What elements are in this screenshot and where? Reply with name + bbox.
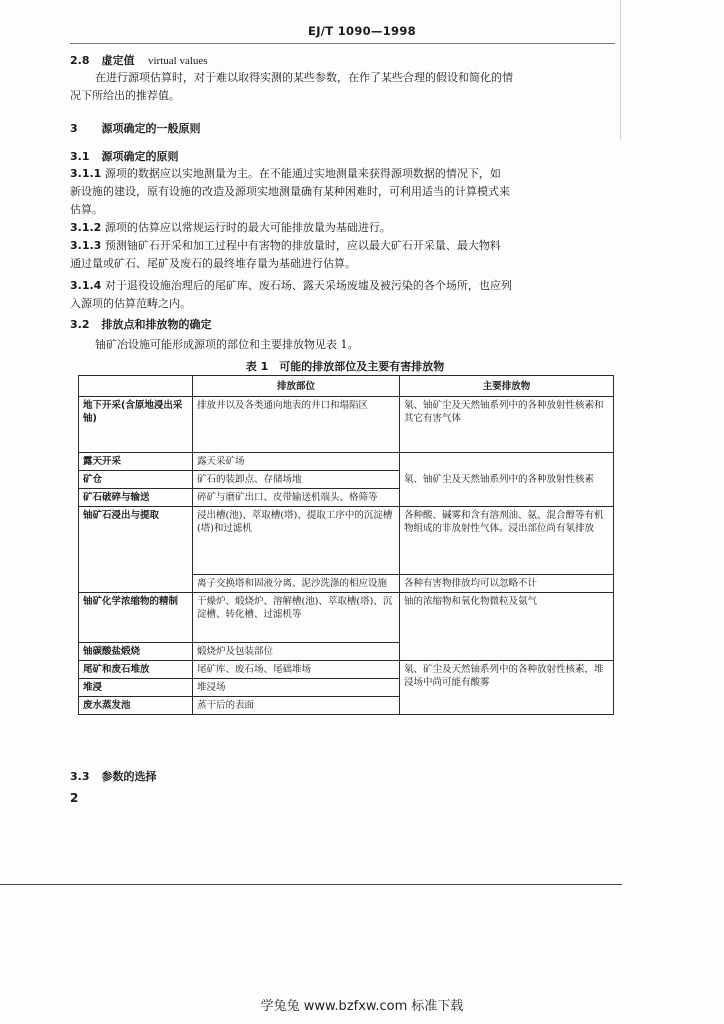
facility-cell: 铀碳酸盐煅烧	[79, 643, 193, 661]
table-caption: 表 1 可能的排放部位及主要有害排放物	[245, 360, 445, 373]
table-row	[79, 507, 614, 575]
paragraph-line: 估算。	[70, 203, 103, 216]
section-3-1-heading	[70, 150, 620, 164]
emission-cell: 各种有害物排放均可以忽略不计	[400, 575, 614, 593]
clause-3-1-4	[70, 279, 620, 293]
facility-cell: 铀矿石浸出与提取	[79, 507, 193, 593]
emission-cell: 氡、铀矿尘及天然铀系列中的各种放射性核素和其它有害气体	[400, 397, 614, 453]
section-3-heading	[70, 122, 620, 136]
location-cell: 离子交换塔和固液分离、泥沙洗涤的相应设施	[193, 575, 400, 593]
paragraph-line: 况下所给出的推荐值。	[70, 89, 180, 102]
table-row	[79, 397, 614, 453]
location-cell: 排放井以及各类通向地表的井口和塌陷区	[193, 397, 400, 453]
header-cell	[79, 376, 193, 397]
clause-number: 3.1.2	[70, 221, 102, 234]
clause-number: 3.1.1	[70, 167, 102, 180]
section-title: 参数的选择	[101, 770, 157, 783]
clause-text: 源项的估算应以常规运行时的最大可能排放量为基础进行。	[104, 221, 391, 234]
emission-cell: 各种酸、碱雾和含有溶剂油、氨、混合醇等有机物组成的非放射性气体。浸出部位尚有氡排放	[400, 507, 614, 575]
table-row	[79, 453, 614, 471]
paragraph-line: 在进行源项估算时，对于难以取得实测的某些参数，在作了某些合理的假设和简化的情	[95, 71, 513, 84]
paragraph-line: 铀矿冶设施可能形成源项的部位和主要排放物见表 1。	[95, 338, 359, 351]
facility-cell: 矿仓	[79, 471, 193, 489]
facility-cell: 尾矿和废石堆放	[79, 661, 193, 679]
emission-cell: 氡、矿尘及天然铀系列中的各种放射性核素，堆浸场中尚可能有酸雾	[400, 661, 614, 715]
emission-table	[78, 375, 614, 715]
clause-number: 3.1.4	[70, 279, 102, 292]
location-cell: 干燥炉、煅烧炉、溶解槽(池)、萃取槽(塔)、沉淀槽、转化槽、过滤机等	[193, 593, 400, 643]
location-cell: 矿石的装卸点、存储场地	[193, 471, 400, 489]
section-number: 2.8	[70, 54, 90, 67]
header-rule	[70, 43, 615, 44]
section-number: 3.1	[70, 150, 90, 163]
page-number: 2	[70, 791, 79, 805]
clause-text: 对于退役设施治理后的尾矿库、废石场、露天采场废墟及被污染的各个场所，也应列	[104, 279, 512, 292]
section-title-en: virtual values	[148, 55, 208, 67]
section-title: 虚定值	[101, 54, 135, 67]
location-cell: 堆浸场	[193, 679, 400, 697]
location-cell: 碎矿与磨矿出口、皮带输送机端头、格筛等	[193, 489, 400, 507]
table-row	[79, 661, 614, 679]
section-title: 源项确定的一般原则	[101, 122, 201, 135]
footer-rule	[0, 884, 622, 885]
clause-3-1-3	[70, 239, 620, 253]
facility-cell: 堆浸	[79, 679, 193, 697]
clause-3-1-1	[70, 167, 620, 181]
section-title: 排放点和排放物的确定	[101, 318, 212, 331]
section-title: 源项确定的原则	[101, 150, 179, 163]
scan-margin-line	[620, 0, 621, 140]
facility-cell: 矿石破碎与输送	[79, 489, 193, 507]
paragraph-line: 入源项的估算范畴之内。	[70, 297, 191, 310]
emission-cell: 氡、铀矿尘及天然铀系列中的各种放射性核素	[400, 453, 614, 507]
table-row	[79, 593, 614, 643]
location-cell: 尾矿库、废石场、尾础堆场	[193, 661, 400, 679]
facility-cell: 露天开采	[79, 453, 193, 471]
facility-cell: 铀矿化学浓缩物的精制	[79, 593, 193, 643]
paragraph-line: 通过量或矿石、尾矿及废石的最终堆存量为基础进行估算。	[70, 257, 356, 270]
header-cell: 主要排放物	[400, 376, 614, 397]
table-header-row	[79, 376, 614, 397]
section-3-2-heading	[70, 318, 620, 332]
section-2-8-heading	[70, 54, 620, 68]
location-cell: 露天采矿场	[193, 453, 400, 471]
location-cell: 浸出槽(池)、萃取槽(塔)、提取工序中的沉淀槽(塔)和过滤机	[193, 507, 400, 575]
clause-text: 预测铀矿石开采和加工过程中有害物的排放量时，应以最大矿石开采量、最大物料	[104, 239, 501, 252]
paragraph-line: 新设施的建设，原有设施的改造及源项实地测量确有某种困难时，可利用适当的计算模式来	[70, 185, 510, 198]
header-cell: 排放部位	[193, 376, 400, 397]
location-cell: 蒸干后的表面	[193, 697, 400, 715]
facility-cell: 废水蒸发池	[79, 697, 193, 715]
section-number: 3	[70, 122, 78, 135]
clause-text: 源项的数据应以实地测量为主。在不能通过实地测量来获得源项数据的情况下，如	[104, 167, 501, 180]
location-cell: 煅烧炉及包装部位	[193, 643, 400, 661]
section-number: 3.2	[70, 318, 90, 331]
section-number: 3.3	[70, 770, 90, 783]
facility-cell: 地下开采(含原地浸出采铀)	[79, 397, 193, 453]
clause-3-1-2	[70, 221, 620, 235]
section-3-3-heading	[70, 770, 620, 784]
document-code: EJ/T 1090—1998	[308, 24, 416, 38]
footer-watermark: 学兔兔 www.bzfxw.com 标准下载	[260, 999, 464, 1014]
clause-number: 3.1.3	[70, 239, 102, 252]
emission-cell: 铀的浓缩物和氧化物微粒及氨气	[400, 593, 614, 661]
